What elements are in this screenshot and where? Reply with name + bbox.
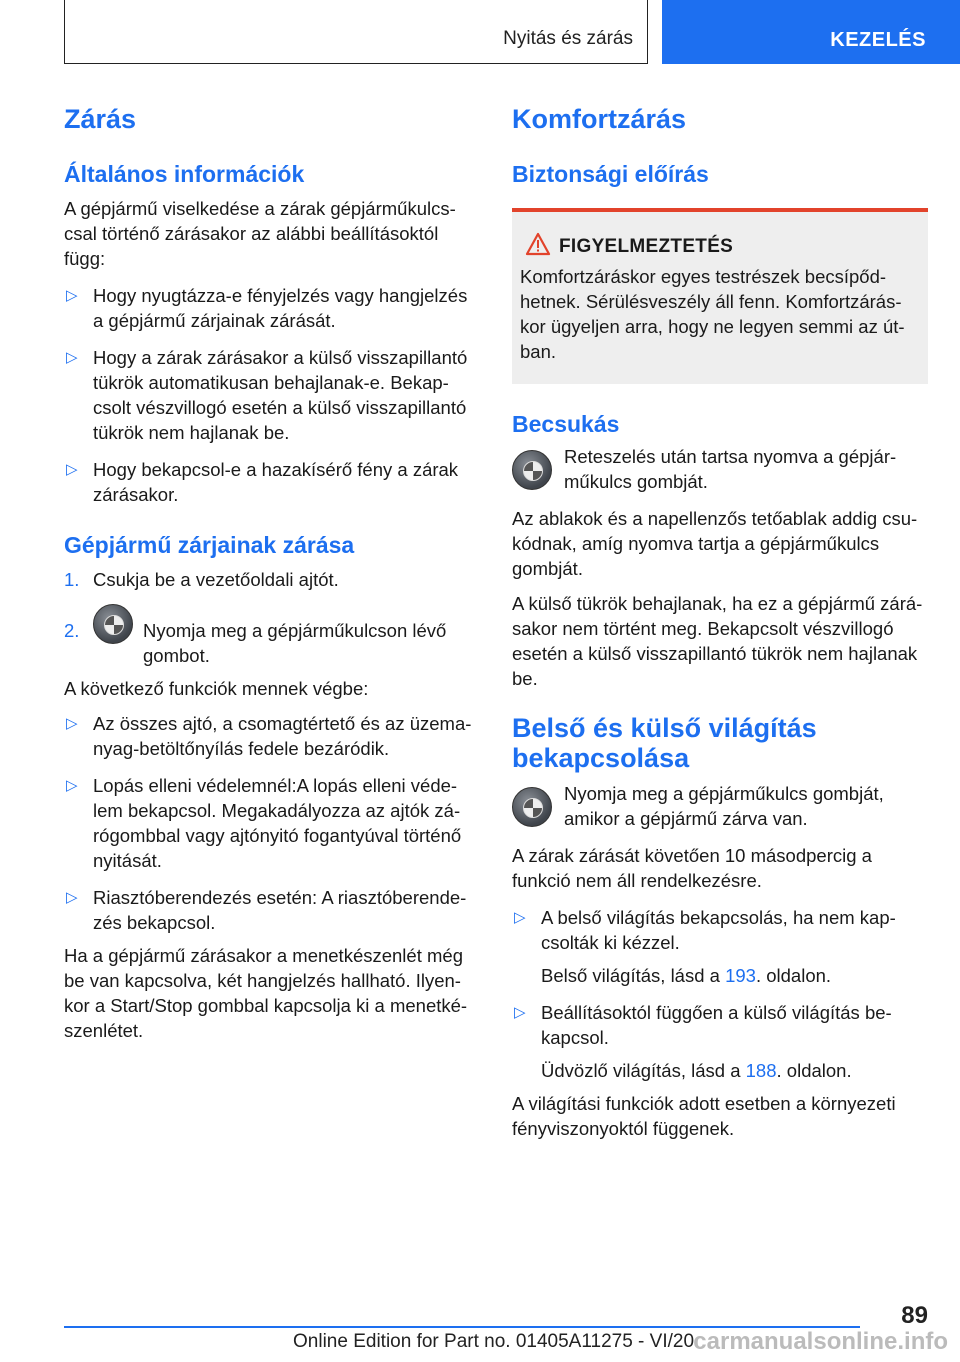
- page-title-closing: Zárás: [64, 104, 137, 134]
- list-item: ▷ Hogy a zárak zárásakor a külső visszapillantó tükrök automatikusan behajlanak-e. Bekap-csolt vészvillogó esetén a külső visszapillantó tükrök nem hajlanak be.: [66, 347, 468, 443]
- general-bullet-list: [64, 283, 482, 507]
- triangle-bullet-icon: ▷: [66, 349, 78, 366]
- triangle-bullet-icon: ▷: [514, 1004, 526, 1021]
- header-chapter-title: KEZELÉS: [830, 29, 926, 51]
- list-item: ▷ Lopás elleni védelemnél:A lopás elleni véde-lem bekapcsol. Megakadályozza az ajtók zá-rógombbal vagy ajtónyitó fogantyúval történő nyitását.: [66, 775, 462, 871]
- left-column: [64, 100, 482, 1043]
- list-item: ▷ Az összes ajtó, a csomagtértető és az üzema-nyag-betöltőnyílás fedele bezáródik.: [66, 713, 472, 759]
- closing-icon-instruction: Reteszelés után tartsa nyomva a gépjár-műkulcs gombját.: [512, 444, 928, 494]
- lights-icon-instruction: Nyomja meg a gépjárműkulcs gombját, amikor a gépjármű zárva van.: [512, 781, 928, 831]
- key-button-icon: [512, 450, 552, 490]
- heading-general-info: Általános információk: [64, 161, 305, 187]
- cross-reference: Üdvözlő világítás, lásd a 188. oldalon.: [541, 1060, 852, 1081]
- header-section-title: Nyitás és zárás: [503, 28, 633, 49]
- closing-paragraph: Ha a gépjármű zárásakor a menetkészenlét még be van kapcsolva, két hangjelzés hallható. Ilyen-kor a Start/Stop gombbal kapcsolja ki a menetké-szenlétet.: [64, 945, 468, 1041]
- heading-safety: Biztonsági előírás: [512, 161, 709, 187]
- page-link[interactable]: 193: [725, 965, 756, 986]
- list-item: ▷ A belső világítás bekapcsolás, ha nem kap-csolták ki kézzel. Belső világítás, lásd a 193. oldalon.: [512, 905, 928, 988]
- lights-paragraph-1: A zárak zárását követően 10 másodpercig a funkció nem áll rendelkezésre.: [512, 845, 872, 891]
- list-item: ▷ Hogy nyugtázza-e fényjelzés vagy hangjelzés a gépjármű zárjainak zárását.: [66, 285, 468, 331]
- right-column: [512, 100, 928, 1141]
- list-item: ▷ Riasztóberendezés esetén: A riasztóberende-zés bekapcsol.: [66, 887, 467, 933]
- triangle-bullet-icon: ▷: [514, 909, 526, 926]
- step-item: 1. Csukja be a vezetőoldali ajtót.: [64, 569, 339, 590]
- cross-reference: Belső világítás, lásd a 193. oldalon.: [541, 965, 832, 986]
- list-item: ▷ Beállításoktól függően a külső világítás be-kapcsol. Üdvözlő világítás, lásd a 188. oldalon.: [512, 1000, 928, 1083]
- heading-comfort-closing: Komfortzárás: [512, 104, 687, 134]
- warning-text: Komfortzáráskor egyes testrészek becsípőd-hetnek. Sérülésveszély áll fenn. Komfortzárás-kor ügyeljen arra, hogy ne legyen semmi az út-ban.: [520, 266, 905, 362]
- heading-lights: Belső és külső világítás bekapcsolása: [512, 713, 817, 773]
- triangle-bullet-icon: ▷: [66, 777, 78, 794]
- warning-label: FIGYELMEZTETÉS: [559, 236, 920, 258]
- warning-triangle-icon: [525, 232, 551, 256]
- functions-bullet-list: [64, 711, 482, 935]
- closing-paragraph-2: A külső tükrök behajlanak, ha ez a gépjármű zárá-sakor nem történt meg. Bekapcsolt vészvillogó esetén a külső visszapillantó tükrök nem hajlanak be.: [512, 593, 923, 689]
- lights-closing: A világítási funkciók adott esetben a környezeti fényviszonyoktól függenek.: [512, 1093, 896, 1139]
- list-item: ▷ Hogy bekapcsol-e a hazakísérő fény a zárak zárásakor.: [66, 459, 459, 505]
- triangle-bullet-icon: ▷: [66, 715, 78, 732]
- general-intro: A gépjármű viselkedése a zárak gépjárműkulcs-csal történő zárásakor az alábbi beállításoktól függ:: [64, 198, 456, 269]
- triangle-bullet-icon: ▷: [66, 889, 78, 906]
- warning-box: [512, 208, 928, 384]
- header-section-box: [64, 0, 648, 64]
- triangle-bullet-icon: ▷: [66, 287, 78, 304]
- triangle-bullet-icon: ▷: [66, 461, 78, 478]
- closing-paragraph-1: Az ablakok és a napellenzős tetőablak addig csu-kódnak, amíg nyomva tartja a gépjárműkulcs gombját.: [512, 508, 918, 579]
- step-item: 2. Nyomja meg a gépjárműkulcson lévő gombot.: [64, 608, 482, 668]
- page-number: 89: [901, 1302, 928, 1329]
- page-link[interactable]: 188: [745, 1060, 777, 1081]
- key-button-icon: [93, 604, 133, 644]
- heading-lock-vehicle: Gépjármű zárjainak zárása: [64, 532, 355, 558]
- functions-intro: A következő funkciók mennek végbe:: [64, 678, 369, 699]
- lights-bullet-list: [512, 905, 928, 1083]
- header-chapter-box: [662, 0, 960, 64]
- heading-closing-action: Becsukás: [512, 411, 620, 437]
- watermark: carmanualsonline.info: [693, 1328, 948, 1355]
- key-button-icon: [512, 787, 552, 827]
- footer-edition: Online Edition for Part no. 01405A11275 - VI/20: [293, 1331, 695, 1352]
- steps-list: [64, 567, 482, 668]
